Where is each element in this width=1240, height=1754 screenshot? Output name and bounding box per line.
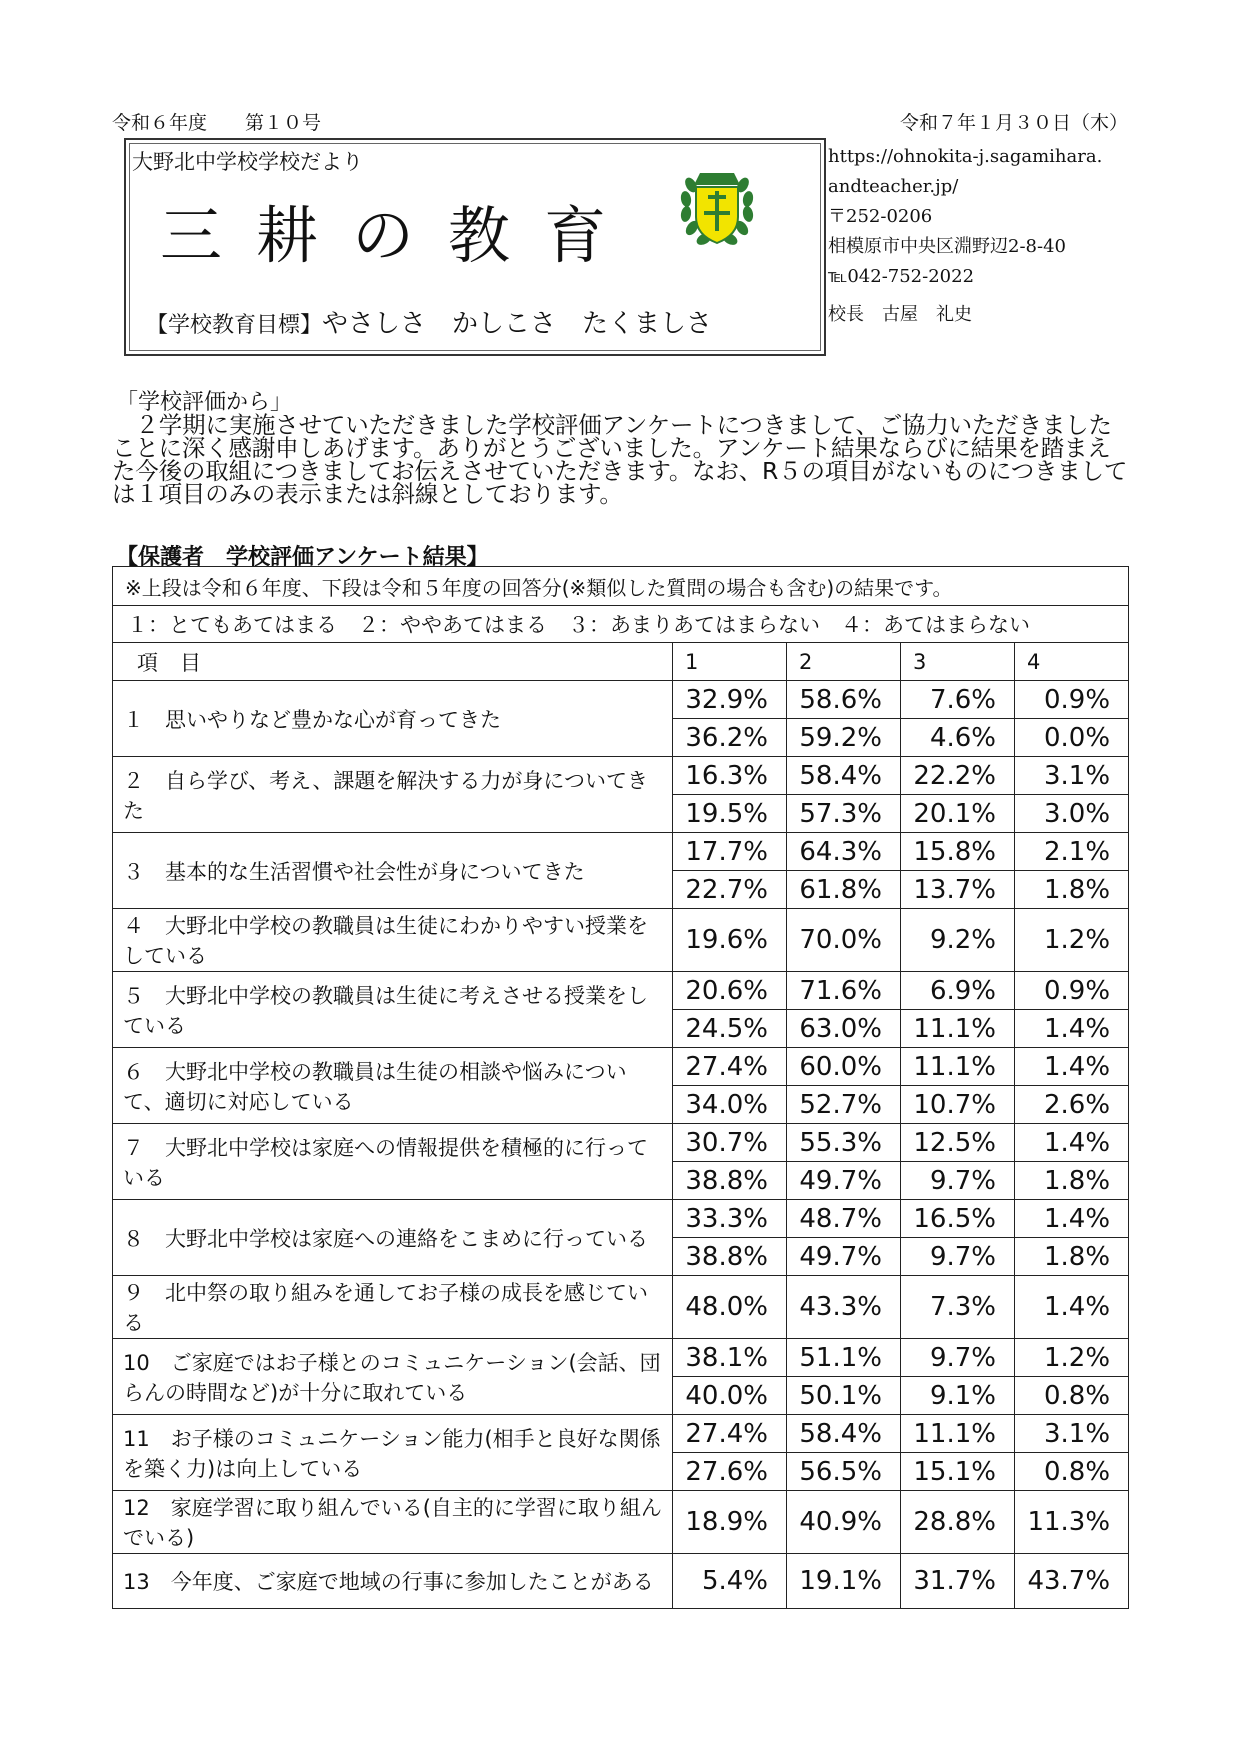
survey-table [112, 566, 1129, 1609]
value-r6-col3: 31.7% [901, 1554, 1015, 1609]
value-r5-col1: 38.8% [673, 1238, 787, 1276]
contact-info [828, 142, 1102, 330]
value-r5-col3: 9.7% [901, 1238, 1015, 1276]
value-r5-col3: 20.1% [901, 795, 1015, 833]
value-r5-col1: 24.5% [673, 1010, 787, 1048]
question-label: 12 家庭学習に取り組んでいる(自主的に学習に取り組んでいる) [113, 1491, 673, 1554]
value-r6-col3: 6.9% [901, 972, 1015, 1010]
value-r5-col4: 1.8% [1015, 1162, 1129, 1200]
value-r6-col1: 19.6% [673, 909, 787, 972]
table-row [113, 909, 1129, 972]
value-r5-col2: 52.7% [787, 1086, 901, 1124]
value-r6-col4: 0.9% [1015, 681, 1129, 719]
table-row [113, 1554, 1129, 1609]
table-row [113, 681, 1129, 719]
value-r6-col4: 11.3% [1015, 1491, 1129, 1554]
value-r6-col3: 15.8% [901, 833, 1015, 871]
value-r6-col4: 1.2% [1015, 1339, 1129, 1377]
value-r6-col3: 28.8% [901, 1491, 1015, 1554]
value-r6-col1: 33.3% [673, 1200, 787, 1238]
question-label: ３ 基本的な生活習慣や社会性が身についてきた [113, 833, 673, 909]
value-r6-col1: 18.9% [673, 1491, 787, 1554]
value-r5-col1: 22.7% [673, 871, 787, 909]
survey-scale: １：とてもあてはまる ２：ややあてはまる ３：あまりあてはまらない ４：あてはまらない [113, 606, 1129, 643]
value-r6-col2: 55.3% [787, 1124, 901, 1162]
value-r6-col4: 3.1% [1015, 757, 1129, 795]
value-r5-col1: 36.2% [673, 719, 787, 757]
page-title: 三耕の教育 [160, 199, 641, 272]
question-label: ７ 大野北中学校は家庭への情報提供を積極的に行っている [113, 1124, 673, 1200]
value-r6-col2: 43.3% [787, 1276, 901, 1339]
value-r6-col2: 60.0% [787, 1048, 901, 1086]
address: 相模原市中央区淵野辺2-8-40 [828, 236, 1066, 257]
value-r5-col3: 10.7% [901, 1086, 1015, 1124]
value-r6-col4: 1.4% [1015, 1276, 1129, 1339]
value-r6-col4: 1.2% [1015, 909, 1129, 972]
column-header-4: 4 [1015, 643, 1129, 681]
value-r6-col3: 9.2% [901, 909, 1015, 972]
table-row [113, 1200, 1129, 1238]
value-r5-col3: 9.1% [901, 1377, 1015, 1415]
value-r6-col1: 20.6% [673, 972, 787, 1010]
column-header-3: 3 [901, 643, 1015, 681]
question-label: 11 お子様のコミュニケーション能力(相手と良好な関係を築く力)は向上している [113, 1415, 673, 1491]
value-r5-col2: 56.5% [787, 1453, 901, 1491]
value-r5-col4: 0.8% [1015, 1453, 1129, 1491]
value-r6-col1: 16.3% [673, 757, 787, 795]
value-r6-col2: 58.4% [787, 757, 901, 795]
value-r5-col3: 11.1% [901, 1010, 1015, 1048]
school-goal-text: やさしさ かしこさ たくましさ [322, 309, 713, 339]
value-r6-col3: 22.2% [901, 757, 1015, 795]
value-r5-col3: 9.7% [901, 1162, 1015, 1200]
value-r5-col4: 3.0% [1015, 795, 1129, 833]
table-row [113, 972, 1129, 1010]
value-r6-col2: 51.1% [787, 1339, 901, 1377]
value-r6-col4: 2.1% [1015, 833, 1129, 871]
value-r6-col3: 12.5% [901, 1124, 1015, 1162]
question-label: ８ 大野北中学校は家庭への連絡をこまめに行っている [113, 1200, 673, 1276]
value-r6-col4: 43.7% [1015, 1554, 1129, 1609]
value-r6-col2: 40.9% [787, 1491, 901, 1554]
value-r6-col4: 1.4% [1015, 1200, 1129, 1238]
question-label: ４ 大野北中学校の教職員は生徒にわかりやすい授業をしている [113, 909, 673, 972]
value-r5-col2: 63.0% [787, 1010, 901, 1048]
value-r6-col3: 11.1% [901, 1415, 1015, 1453]
value-r5-col1: 19.5% [673, 795, 787, 833]
value-r6-col2: 48.7% [787, 1200, 901, 1238]
value-r6-col2: 64.3% [787, 833, 901, 871]
principal-name: 校長 古屋 礼史 [828, 304, 972, 325]
value-r6-col3: 7.3% [901, 1276, 1015, 1339]
value-r5-col1: 40.0% [673, 1377, 787, 1415]
value-r6-col2: 58.4% [787, 1415, 901, 1453]
value-r5-col2: 49.7% [787, 1162, 901, 1200]
table-row [113, 1124, 1129, 1162]
value-r5-col3: 13.7% [901, 871, 1015, 909]
value-r5-col2: 49.7% [787, 1238, 901, 1276]
value-r5-col2: 61.8% [787, 871, 901, 909]
question-label: １ 思いやりなど豊かな心が育ってきた [113, 681, 673, 757]
value-r5-col4: 0.0% [1015, 719, 1129, 757]
column-header-1: 1 [673, 643, 787, 681]
value-r5-col1: 34.0% [673, 1086, 787, 1124]
value-r5-col4: 2.6% [1015, 1086, 1129, 1124]
value-r5-col3: 15.1% [901, 1453, 1015, 1491]
column-header-item: 項目 [113, 643, 673, 681]
value-r6-col1: 27.4% [673, 1415, 787, 1453]
value-r6-col2: 70.0% [787, 909, 901, 972]
value-r6-col1: 27.4% [673, 1048, 787, 1086]
value-r6-col3: 7.6% [901, 681, 1015, 719]
school-goal-label: 【学校教育目標】 [146, 313, 323, 338]
value-r6-col3: 9.7% [901, 1339, 1015, 1377]
value-r6-col4: 0.9% [1015, 972, 1129, 1010]
value-r6-col4: 1.4% [1015, 1124, 1129, 1162]
survey-note: ※上段は令和６年度、下段は令和５年度の回答分(※類似した質問の場合も含む)の結果です。 [113, 567, 1129, 606]
value-r6-col1: 32.9% [673, 681, 787, 719]
value-r5-col1: 27.6% [673, 1453, 787, 1491]
value-r6-col4: 3.1% [1015, 1415, 1129, 1453]
intro-text: ２学期に実施させていただきました学校評価アンケートにつきまして、ご協力いただきましたことに深く感謝申しあげます。ありがとうございました。アンケート結果ならびに結果を踏まえた今後の取組につきましてお伝えさせていただきます。なお、R５の項目がないものにつきましては１項目のみの表示または斜線としております。 [112, 411, 1128, 508]
value-r6-col1: 48.0% [673, 1276, 787, 1339]
question-label: 10 ご家庭ではお子様とのコミュニケーション(会話、団らんの時間など)が十分に取れている [113, 1339, 673, 1415]
school-url-line2: andteacher.jp/ [828, 176, 959, 197]
question-label: 13 今年度、ご家庭で地域の行事に参加したことがある [113, 1554, 673, 1609]
school-url-line1: https://ohnokita-j.sagamihara. [828, 146, 1103, 167]
question-label: ９ 北中祭の取り組みを通してお子様の成長を感じている [113, 1276, 673, 1339]
survey-heading: 【保護者 学校評価アンケート結果】 [116, 545, 489, 570]
newsletter-name: 大野北中学校学校だより [132, 150, 363, 174]
table-row [113, 1491, 1129, 1554]
value-r5-col4: 0.8% [1015, 1377, 1129, 1415]
question-label: ２ 自ら学び、考え、課題を解決する力が身についてきた [113, 757, 673, 833]
value-r5-col3: 4.6% [901, 719, 1015, 757]
value-r6-col2: 19.1% [787, 1554, 901, 1609]
phone-number: ℡042-752-2022 [828, 266, 975, 287]
value-r6-col4: 1.4% [1015, 1048, 1129, 1086]
school-goal [146, 303, 712, 340]
value-r5-col2: 57.3% [787, 795, 901, 833]
section-heading: 「学校評価から」 [116, 390, 293, 415]
table-row [113, 833, 1129, 871]
table-row [113, 1048, 1129, 1086]
issue-date: 令和７年１月３０日（木） [899, 112, 1128, 134]
postal-code: 〒252-0206 [828, 206, 933, 227]
value-r6-col3: 11.1% [901, 1048, 1015, 1086]
school-emblem-icon [678, 165, 756, 251]
value-r6-col1: 17.7% [673, 833, 787, 871]
value-r6-col3: 16.5% [901, 1200, 1015, 1238]
table-row [113, 757, 1129, 795]
question-label: ６ 大野北中学校の教職員は生徒の相談や悩みについて、適切に対応している [113, 1048, 673, 1124]
value-r6-col1: 5.4% [673, 1554, 787, 1609]
value-r6-col1: 30.7% [673, 1124, 787, 1162]
table-row [113, 1276, 1129, 1339]
value-r6-col2: 71.6% [787, 972, 901, 1010]
table-row [113, 1415, 1129, 1453]
question-label: ５ 大野北中学校の教職員は生徒に考えさせる授業をしている [113, 972, 673, 1048]
issue-number: 令和６年度 第１０号 [112, 112, 322, 134]
value-r6-col1: 38.1% [673, 1339, 787, 1377]
value-r5-col4: 1.4% [1015, 1010, 1129, 1048]
column-header-2: 2 [787, 643, 901, 681]
table-row [113, 1339, 1129, 1377]
value-r6-col2: 58.6% [787, 681, 901, 719]
intro-paragraph [112, 411, 1132, 508]
value-r5-col1: 38.8% [673, 1162, 787, 1200]
value-r5-col4: 1.8% [1015, 871, 1129, 909]
value-r5-col2: 59.2% [787, 719, 901, 757]
value-r5-col4: 1.8% [1015, 1238, 1129, 1276]
value-r5-col2: 50.1% [787, 1377, 901, 1415]
